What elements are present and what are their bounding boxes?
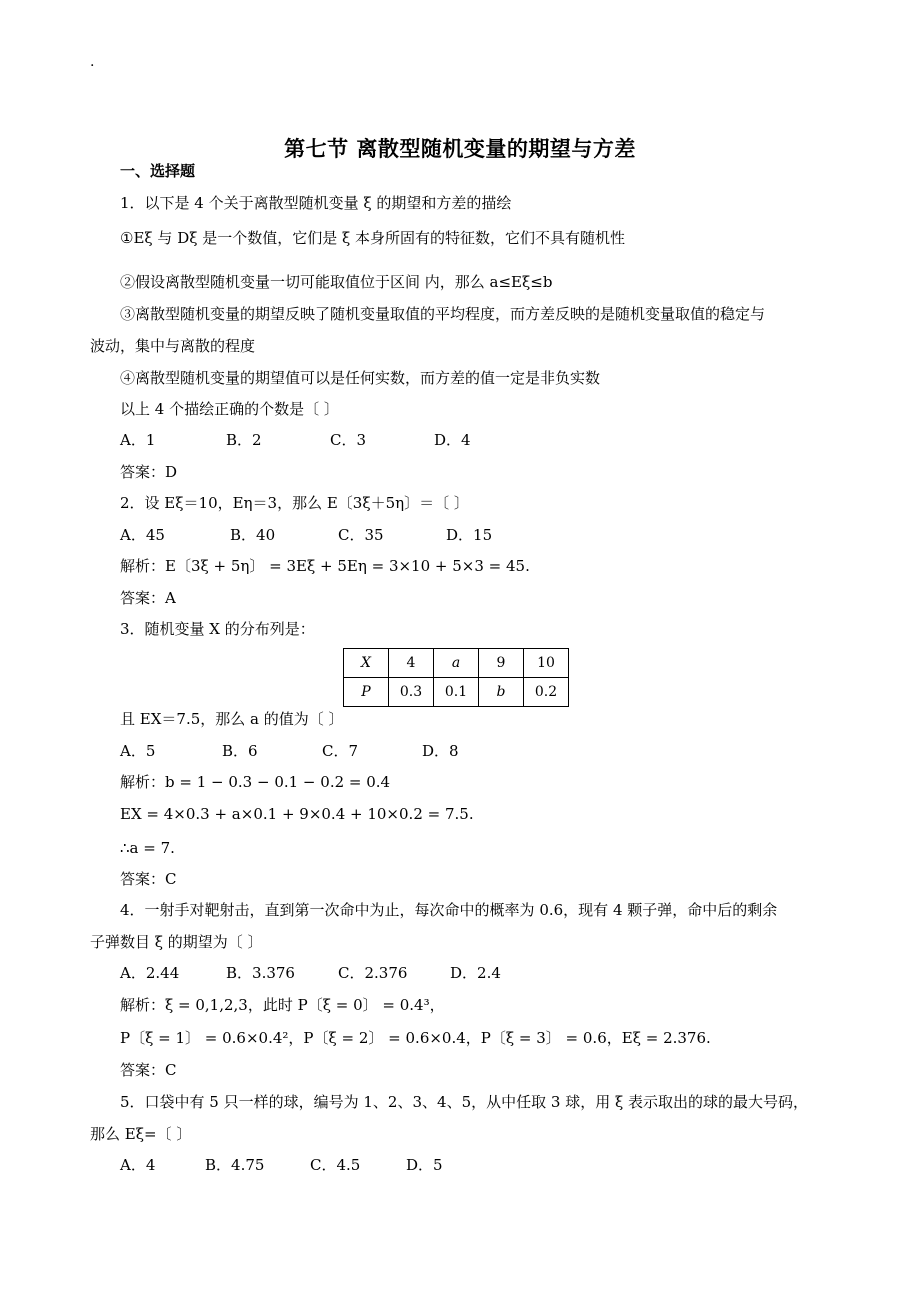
q4-option-b: B．3.376 <box>226 964 295 982</box>
table-cell: 10 <box>524 649 569 678</box>
q5-stem-1: 5．口袋中有 5 只一样的球，编号为 1、2、3、4、5，从中任取 3 球，用 ξ 表示取出的球的最大号码， <box>120 1093 808 1111</box>
q5-stem-2: 那么 Eξ=〔 〕 <box>90 1125 192 1143</box>
table-cell: 0.2 <box>524 678 569 707</box>
table-cell: P <box>344 678 389 707</box>
q1-option-c: C．3 <box>330 431 367 449</box>
page-title: 第七节 离散型随机变量的期望与方差 <box>284 137 636 161</box>
q2-answer: 答案：A <box>120 589 176 607</box>
q4-stem-2: 子弹数目 ξ 的期望为〔 〕 <box>90 933 263 951</box>
q5-option-d: D．5 <box>406 1156 443 1174</box>
q4-analysis-2: P〔ξ = 1〕 = 0.6×0.4²，P〔ξ = 2〕 = 0.6×0.4，P〔ξ = 3〕 = 0.6，Eξ = 2.376. <box>120 1029 711 1047</box>
table-cell: b <box>479 678 524 707</box>
header-mark: . <box>90 54 95 70</box>
q2-analysis: 解析：E〔3ξ + 5η〕 = 3Eξ + 5Eη = 3×10 + 5×3 = 45. <box>120 557 530 575</box>
q3-answer: 答案：C <box>120 870 177 888</box>
table-cell: 9 <box>479 649 524 678</box>
table-row <box>344 649 569 678</box>
q1-statement-3b: 波动，集中与离散的程度 <box>90 337 256 355</box>
q3-option-d: D．8 <box>422 742 459 760</box>
table-cell: 0.3 <box>389 678 434 707</box>
table-cell: X <box>344 649 389 678</box>
q3-option-b: B．6 <box>222 742 258 760</box>
q1-stem: 1．以下是 4 个关于离散型随机变量 ξ 的期望和方差的描绘 <box>120 194 512 212</box>
q3-analysis-2: EX = 4×0.3 + a×0.1 + 9×0.4 + 10×0.2 = 7.5. <box>120 805 474 823</box>
q3-after: 且 EX＝7.5，那么 a 的值为〔 〕 <box>120 710 344 728</box>
table-cell: 0.1 <box>434 678 479 707</box>
q4-option-d: D．2.4 <box>450 964 501 982</box>
q1-ask: 以上 4 个描绘正确的个数是〔 〕 <box>120 400 339 418</box>
q1-option-d: D．4 <box>434 431 471 449</box>
section-heading: 一、选择题 <box>120 162 196 180</box>
q3-analysis-3: ∴a = 7. <box>120 839 175 857</box>
q3-option-c: C．7 <box>322 742 359 760</box>
q2-option-b: B．40 <box>230 526 276 544</box>
q4-option-c: C．2.376 <box>338 964 408 982</box>
q3-option-a: A．5 <box>120 742 156 760</box>
q1-statement-4: ④离散型随机变量的期望值可以是任何实数，而方差的值一定是非负实数 <box>120 369 601 387</box>
q5-option-a: A．4 <box>120 1156 156 1174</box>
q3-stem: 3．随机变量 X 的分布列是： <box>120 620 315 638</box>
q2-stem: 2．设 Eξ＝10，Eη＝3，那么 E〔3ξ＋5η〕＝〔 〕 <box>120 494 469 512</box>
q5-option-b: B．4.75 <box>205 1156 265 1174</box>
q5-option-c: C．4.5 <box>310 1156 361 1174</box>
table-row <box>344 678 569 707</box>
q4-option-a: A．2.44 <box>120 964 180 982</box>
q4-stem-1: 4．一射手对靶射击，直到第一次命中为止，每次命中的概率为 0.6，现有 4 颗子弹，命中后的剩余 <box>120 901 778 919</box>
q1-statement-1: ①Eξ 与 Dξ 是一个数值，它们是 ξ 本身所固有的特征数，它们不具有随机性 <box>120 229 626 247</box>
q2-option-d: D．15 <box>446 526 493 544</box>
q4-analysis-1: 解析：ξ = 0,1,2,3，此时 P〔ξ = 0〕 = 0.4³， <box>120 996 445 1014</box>
q4-answer: 答案：C <box>120 1061 177 1079</box>
q2-option-c: C．35 <box>338 526 384 544</box>
q1-option-b: B．2 <box>226 431 262 449</box>
table-cell: 4 <box>389 649 434 678</box>
distribution-table <box>343 648 569 707</box>
q3-analysis-1: 解析：b = 1 − 0.3 − 0.1 − 0.2 = 0.4 <box>120 773 391 791</box>
q1-option-a: A．1 <box>120 431 156 449</box>
q1-statement-3a: ③离散型随机变量的期望反映了随机变量取值的平均程度，而方差反映的是随机变量取值的稳定与 <box>120 305 766 323</box>
q1-answer: 答案：D <box>120 463 178 481</box>
table-cell: a <box>434 649 479 678</box>
q2-option-a: A．45 <box>120 526 165 544</box>
q1-statement-2: ②假设离散型随机变量一切可能取值位于区间 内，那么 a≤Eξ≤b <box>120 273 553 291</box>
